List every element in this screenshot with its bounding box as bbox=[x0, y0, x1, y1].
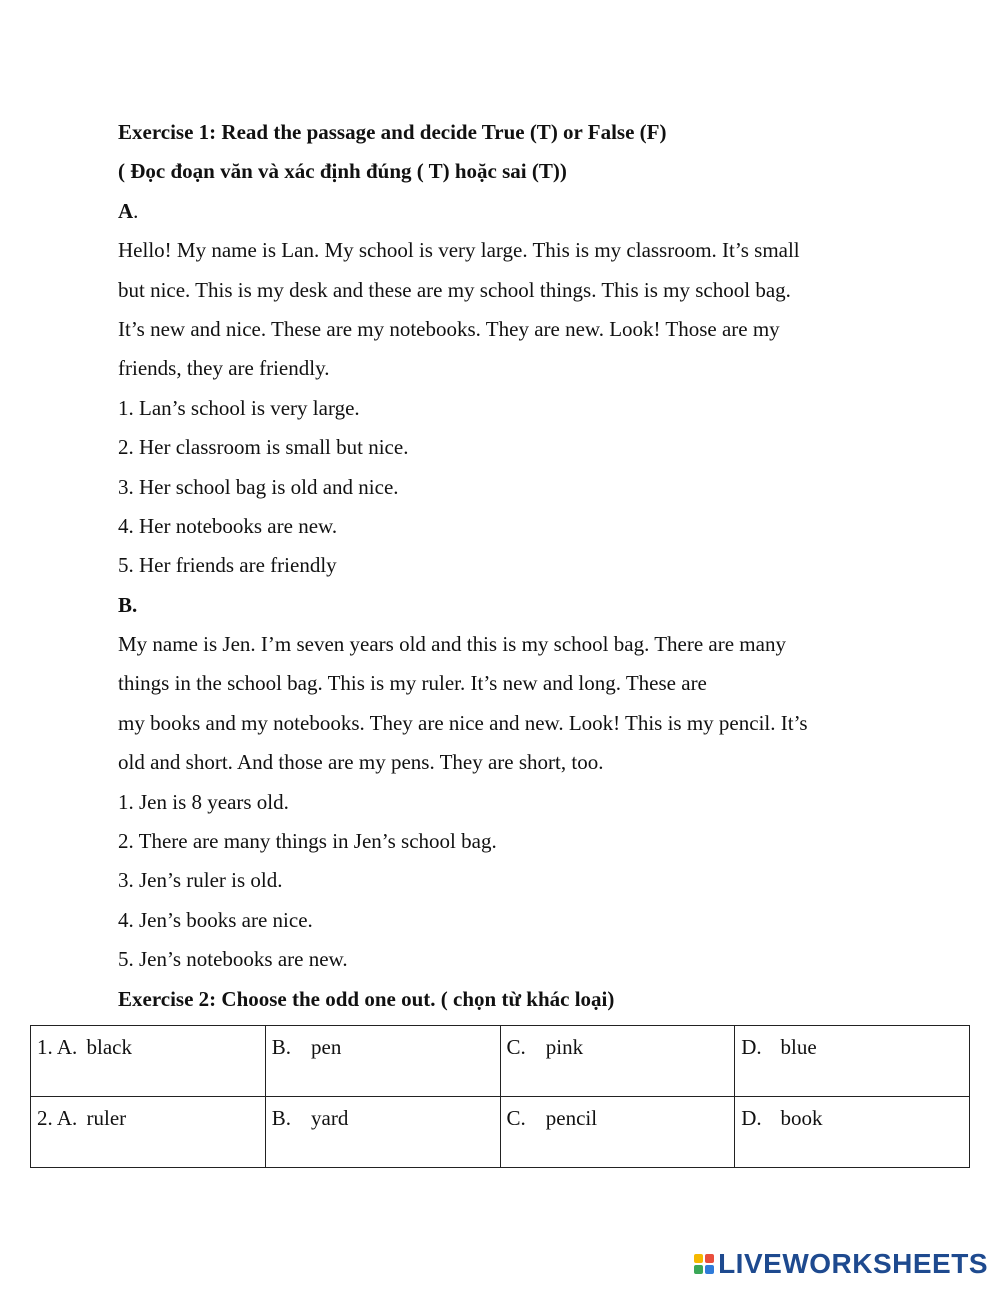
part-a-label: A. bbox=[118, 198, 139, 223]
option-cell: C. pink bbox=[500, 1026, 735, 1097]
odd-one-out-table bbox=[30, 1025, 970, 1168]
table-row bbox=[31, 1097, 970, 1168]
table-row bbox=[31, 1026, 970, 1097]
exercise1-title: Exercise 1: Read the passage and decide True (T) or False (F) bbox=[118, 120, 667, 144]
logo-square bbox=[694, 1265, 703, 1274]
passage-a-line: but nice. This is my desk and these are my school things. This is my school bag. bbox=[118, 277, 791, 302]
statement-b-2: 2. There are many things in Jen’s school bag. bbox=[118, 829, 497, 854]
worksheet-content bbox=[118, 113, 978, 1019]
passage-a-line: It’s new and nice. These are my notebooks. They are new. Look! Those are my bbox=[118, 316, 780, 341]
passage-a-line: Hello! My name is Lan. My school is very large. This is my classroom. It’s small bbox=[118, 238, 800, 263]
option-cell: D. blue bbox=[735, 1026, 970, 1097]
passage-b-line: old and short. And those are my pens. They are short, too. bbox=[118, 750, 604, 775]
passage-b-line: things in the school bag. This is my ruler. It’s new and long. These are bbox=[118, 671, 707, 696]
statement-a-3: 3. Her school bag is old and nice. bbox=[118, 474, 399, 499]
passage-a-line: friends, they are friendly. bbox=[118, 356, 330, 381]
statement-b-5: 5. Jen’s notebooks are new. bbox=[118, 947, 348, 972]
liveworksheets-brand-text: LIVEWORKSHEETS bbox=[718, 1248, 988, 1279]
statement-a-2: 2. Her classroom is small but nice. bbox=[118, 435, 409, 460]
statement-a-5: 5. Her friends are friendly bbox=[118, 553, 337, 578]
logo-square bbox=[705, 1254, 714, 1263]
logo-square bbox=[694, 1254, 703, 1263]
liveworksheets-logo-icon bbox=[694, 1254, 714, 1274]
statement-a-4: 4. Her notebooks are new. bbox=[118, 513, 338, 538]
statement-b-3: 3. Jen’s ruler is old. bbox=[118, 868, 283, 893]
exercise2-title: Exercise 2: Choose the odd one out. ( chọn từ khác loại) bbox=[118, 986, 615, 1011]
liveworksheets-logo bbox=[694, 1248, 988, 1280]
passage-b-line: my books and my notebooks. They are nice and new. Look! This is my pencil. It’s bbox=[118, 710, 808, 735]
option-cell: 1. A. black bbox=[31, 1026, 266, 1097]
passage-b-line: My name is Jen. I’m seven years old and this is my school bag. There are many bbox=[118, 632, 786, 657]
statement-b-4: 4. Jen’s books are nice. bbox=[118, 907, 313, 932]
exercise1-subtitle: ( Đọc đoạn văn và xác định đúng ( T) hoặc sai (T)) bbox=[118, 159, 567, 184]
option-cell: 2. A. ruler bbox=[31, 1097, 266, 1168]
logo-square bbox=[705, 1265, 714, 1274]
option-cell: D. book bbox=[735, 1097, 970, 1168]
part-b-label: B. bbox=[118, 592, 138, 617]
option-cell: B. pen bbox=[265, 1026, 500, 1097]
statement-a-1: 1. Lan’s school is very large. bbox=[118, 395, 360, 420]
option-cell: C. pencil bbox=[500, 1097, 735, 1168]
option-cell: B. yard bbox=[265, 1097, 500, 1168]
statement-b-1: 1. Jen is 8 years old. bbox=[118, 789, 289, 814]
